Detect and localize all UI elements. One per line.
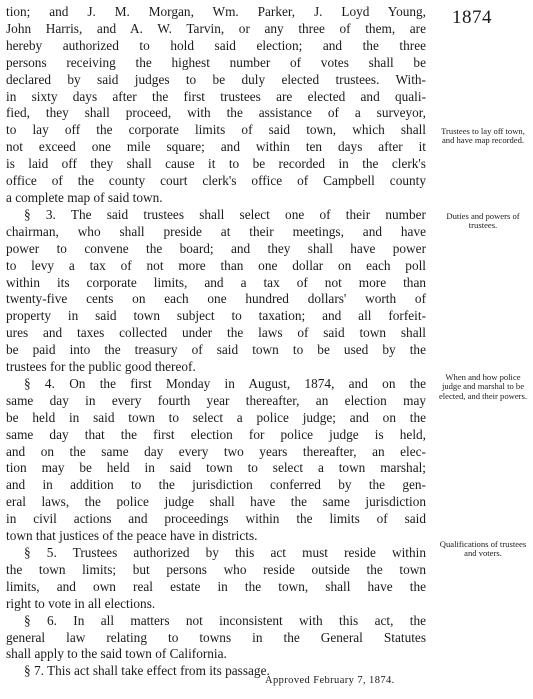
section-4	[6, 376, 426, 545]
text-line: office of the county court clerk's office of Campbell county	[6, 173, 426, 189]
text-line: and on the same day every two years thereafter, an elec-	[6, 443, 426, 459]
text-line: § 5. Trustees authorized by this act must reside within	[24, 545, 426, 560]
page-year: 1874	[452, 7, 492, 28]
text-line: fied, they shall proceed, with the assistance of a surveyor,	[6, 105, 426, 121]
margin-note-trustees-map: Trustees to lay off town, and have map recorded.	[441, 126, 525, 146]
text-line: tion; and J. M. Morgan, Wm. Parker, J. Loyd Young,	[6, 4, 426, 19]
text-line: trustees for the public good thereof.	[6, 359, 196, 375]
text-line: to levy a tax of not more than one dollar on each poll	[6, 257, 426, 273]
text-line: declared by said judges to be duly elected trustees. With-	[6, 71, 426, 87]
text-line: town that justices of the peace have in districts.	[6, 528, 258, 544]
text-line: § 3. The said trustees shall select one of their number	[24, 206, 426, 222]
text-line: in civil actions and proceedings within the limits of said	[6, 511, 426, 527]
margin-note-police-judge: When and how police judge and marshal to be elected, and their powers.	[438, 372, 528, 401]
text-line: chairman, who shall preside at their meetings, and have	[6, 223, 426, 239]
margin-note-duties-powers: Duties and powers of trustees.	[446, 211, 520, 231]
text-line: ures and taxes collected under the laws of said town shall	[6, 325, 426, 341]
text-line: in sixty days after the first trustees are elected and quali-	[6, 88, 426, 104]
text-line: not exceed one mile square; and within ten days after it	[6, 139, 426, 155]
text-line: shall apply to the said town of California.	[6, 646, 227, 662]
text-line: and in addition to the jurisdiction conferred by the gen-	[6, 477, 426, 493]
text-line: persons receiving the highest number of votes shall be	[6, 54, 426, 70]
text-line: be held in said town to select a police judge; and on the	[6, 409, 426, 425]
section-3	[6, 207, 426, 376]
text-line: be paid into the treasury of said town to be used by the	[6, 342, 426, 358]
text-line: § 6. In all matters not inconsistent with this act, the	[24, 612, 426, 628]
text-line: limits, and own real estate in the town, shall have the	[6, 578, 426, 594]
text-line: hereby authorized to hold said election; and the three	[6, 37, 426, 53]
text-line: same day in every fourth year thereafter, an election may	[6, 392, 426, 408]
text-line: general law relating to towns in the General Statutes	[6, 629, 426, 645]
text-line: a complete map of said town.	[6, 189, 163, 205]
text-line: power to convene the board; and they shall have power	[6, 240, 426, 256]
text-line: to lay off the corporate limits of said town, which shall	[6, 122, 426, 138]
margin-note-qualifications: Qualifications of trustees and voters.	[439, 539, 527, 559]
text-line: property in said town subject to taxation; and all forfeit-	[6, 308, 426, 324]
text-line: within its corporate limits, and a tax of not more than	[6, 274, 426, 290]
approval-line: Approved February 7, 1874.	[265, 675, 395, 686]
section-6	[6, 613, 426, 664]
text-line: twenty-five cents on each one hundred dollars' worth of	[6, 291, 426, 307]
text-line: right to vote in all elections.	[6, 595, 156, 611]
text-line: tion may be held in said town to select a town marshal;	[6, 460, 426, 476]
text-line: § 4. On the first Monday in August, 1874, and on the	[24, 375, 426, 391]
paragraph-1	[6, 4, 426, 207]
statute-body	[6, 4, 426, 680]
text-line: is laid off they shall cause it to be recorded in the clerk's	[6, 156, 426, 172]
text-line: the town limits; but persons who reside outside the town	[6, 561, 426, 577]
text-line: § 7. This act shall take effect from its passage.	[24, 663, 270, 679]
text-line: eral laws, the police judge shall have the same jurisdiction	[6, 494, 426, 510]
section-5	[6, 545, 426, 613]
text-line: John Harris, and A. W. Tarvin, or any three of them, are	[6, 20, 426, 36]
text-line: same day that the first election for police judge is held,	[6, 426, 426, 442]
